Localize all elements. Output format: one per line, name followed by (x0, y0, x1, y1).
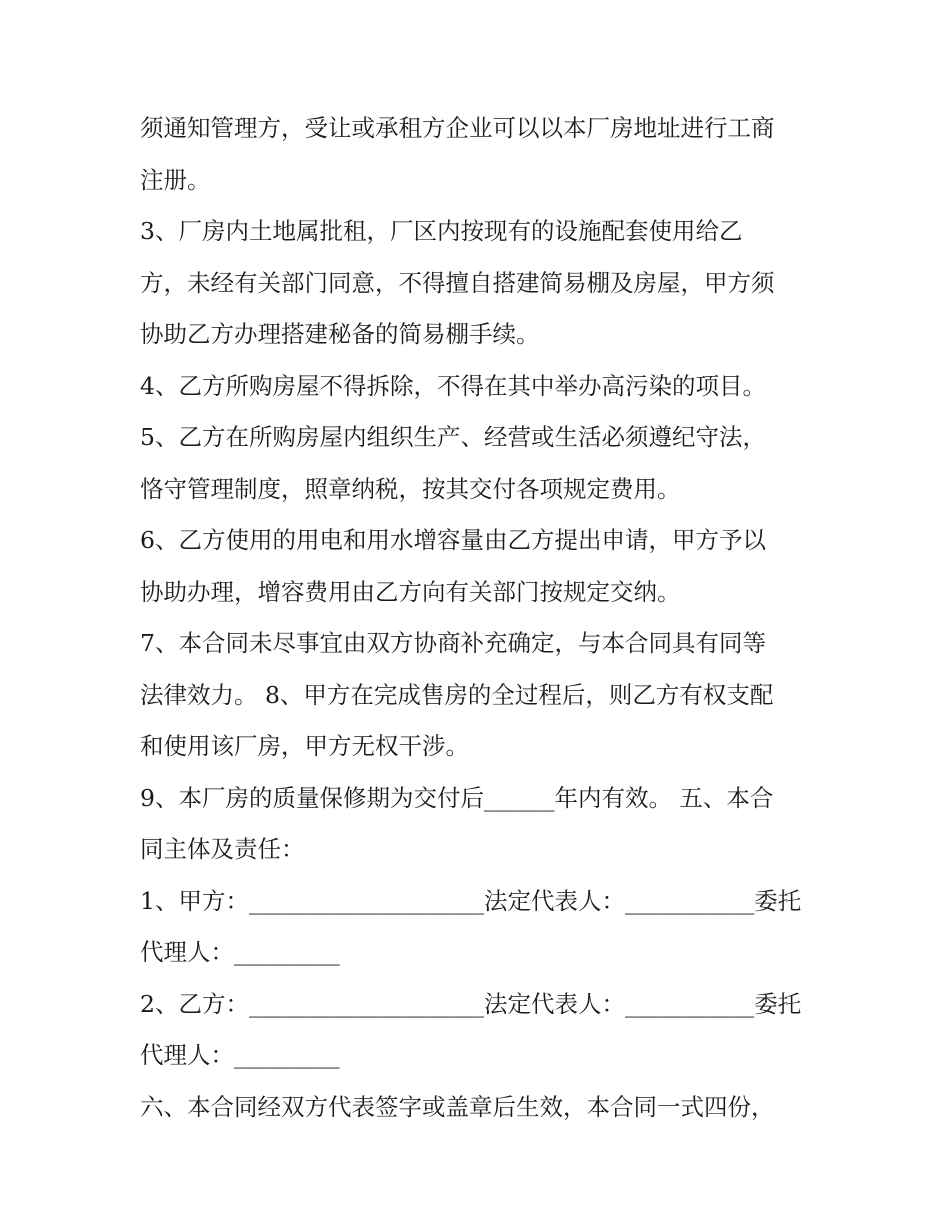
text-line: 和使用该厂房，甲方无权干涉。 (140, 732, 469, 760)
text-line: 协助办理，增容费用由乙方向有关部门按规定交纳。 (140, 577, 681, 606)
text-line: 恪守管理制度，照章纳税，按其交付各项规定费用。 (140, 474, 681, 503)
text-line: 4、乙方所购房屋不得拆除，不得在其中举办高污染的项目。 (140, 371, 766, 400)
text-line: 7、本合同未尽事宜由双方协商补充确定，与本合同具有同等 (140, 629, 766, 657)
text-line: 方，未经有关部门同意，不得擅自搭建简易棚及房屋，甲方须 (140, 268, 775, 297)
text-line: 3、厂房内土地属批租，厂区内按现有的设施配套使用给乙 (140, 217, 743, 245)
text-line: 协助乙方办理搭建秘备的简易棚手续。 (140, 320, 540, 348)
text-line: 6、乙方使用的用电和用水增容量由乙方提出申请，甲方予以 (140, 526, 766, 554)
text-line: 须通知管理方，受让或承租方企业可以以本厂房地址进行工商 (140, 114, 775, 142)
text-line: 9、本厂房的质量保修期为交付后______年内有效。 五、本合 (140, 783, 774, 812)
text-line: 同主体及责任： (140, 835, 305, 863)
text-line: 注册。 (140, 165, 211, 194)
contract-body (140, 103, 820, 1133)
text-line: 代理人：_________ (140, 1041, 340, 1069)
text-line: 代理人：_________ (140, 938, 340, 966)
text-line: 5、乙方在所购房屋内组织生产、经营或生活必须遵纪守法， (140, 423, 766, 451)
text-line: 1、甲方：____________________法定代表人：___________委托 (140, 886, 802, 915)
text-line: 六、本合同经双方代表签字或盖章后生效，本合同一式四份， (140, 1092, 775, 1121)
text-line: 2、乙方：____________________法定代表人：___________委托 (140, 989, 802, 1018)
text-line: 法律效力。 8、甲方在完成售房的全过程后，则乙方有权支配 (140, 680, 774, 709)
